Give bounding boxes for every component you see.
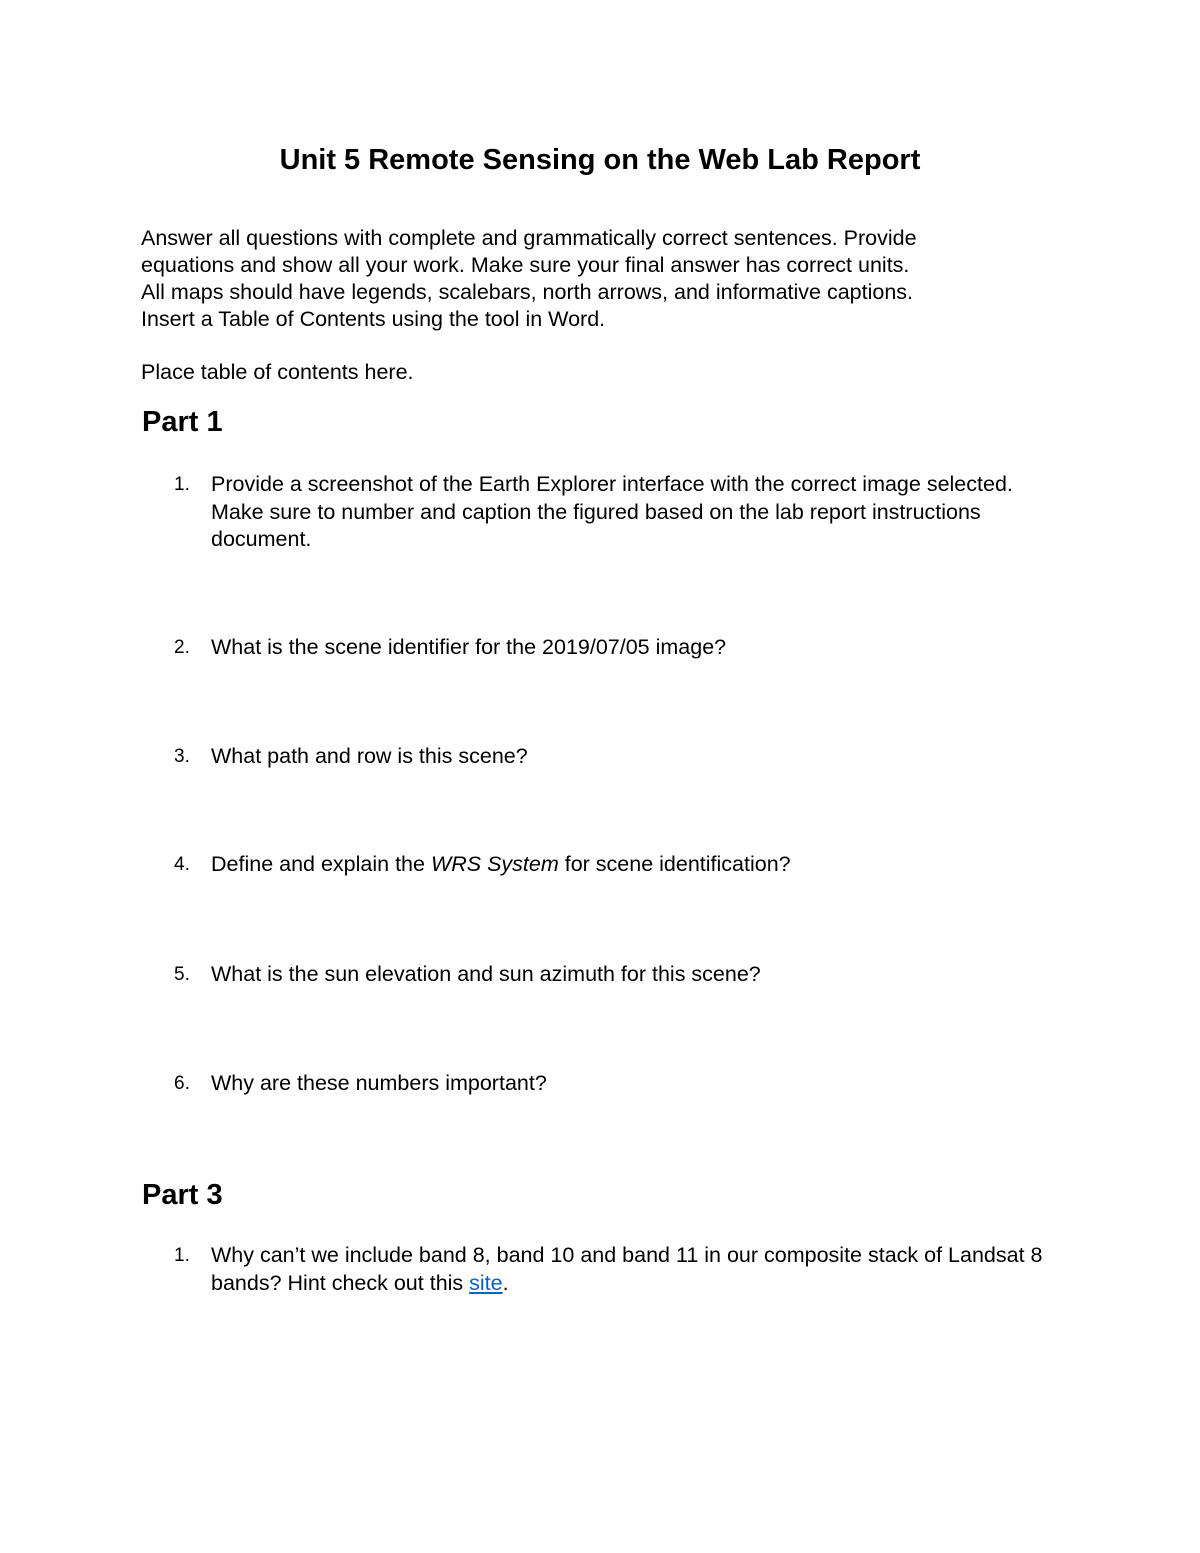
question-text: Why are these numbers important?: [211, 1071, 547, 1095]
question-text: [211, 851, 1054, 879]
question-text: Provide a screenshot of the Earth Explorer interface with the correct image selected. Make sure to number and caption the figured based on the lab report instructions document.: [211, 472, 1013, 551]
list-item: [174, 851, 1054, 879]
question-text: What is the sun elevation and sun azimuth for this scene?: [211, 962, 761, 986]
list-item: [174, 1242, 1054, 1297]
instructions-line: All maps should have legends, scalebars, north arrows, and informative captions.: [141, 280, 914, 304]
list-item: [174, 743, 1054, 771]
list-number: 1.: [174, 1245, 190, 1266]
list-item: [174, 961, 1054, 989]
instructions-line: Insert a Table of Contents using the tool in Word.: [141, 307, 606, 331]
list-number: 3.: [174, 746, 190, 767]
question-text-start: Why can’t we include band 8, band 10 and band 11 in our composite stack of Landsat 8 bands? Hint check out this: [211, 1243, 1043, 1295]
part-1-heading: Part 1: [142, 406, 223, 438]
list-number: 1.: [174, 474, 190, 495]
instructions-paragraph: [141, 225, 1061, 333]
list-item: [174, 634, 1054, 662]
wrs-system-term: WRS System: [430, 852, 559, 876]
question-text-end: for scene identification?: [558, 852, 791, 876]
list-item: [174, 471, 1054, 554]
question-text-start: Define and explain the: [211, 852, 431, 876]
list-number: 5.: [174, 964, 190, 985]
list-number: 2.: [174, 637, 190, 658]
list-number: 4.: [174, 854, 190, 875]
question-text: What is the scene identifier for the 2019/07/05 image?: [211, 635, 727, 659]
instructions-line: equations and show all your work. Make sure your final answer has correct units.: [141, 253, 910, 277]
page-title: Unit 5 Remote Sensing on the Web Lab Report: [279, 144, 921, 176]
list-number: 6.: [174, 1073, 190, 1094]
list-item: [174, 1070, 1054, 1098]
question-text: [211, 1242, 1054, 1297]
toc-placeholder: Place table of contents here.: [141, 360, 414, 384]
part-3-heading: Part 3: [142, 1179, 223, 1211]
instructions-line: Answer all questions with complete and grammatically correct sentences. Provide: [141, 226, 917, 250]
question-text: What path and row is this scene?: [211, 744, 528, 768]
site-link[interactable]: site: [469, 1270, 503, 1295]
question-text-end: .: [502, 1270, 509, 1295]
